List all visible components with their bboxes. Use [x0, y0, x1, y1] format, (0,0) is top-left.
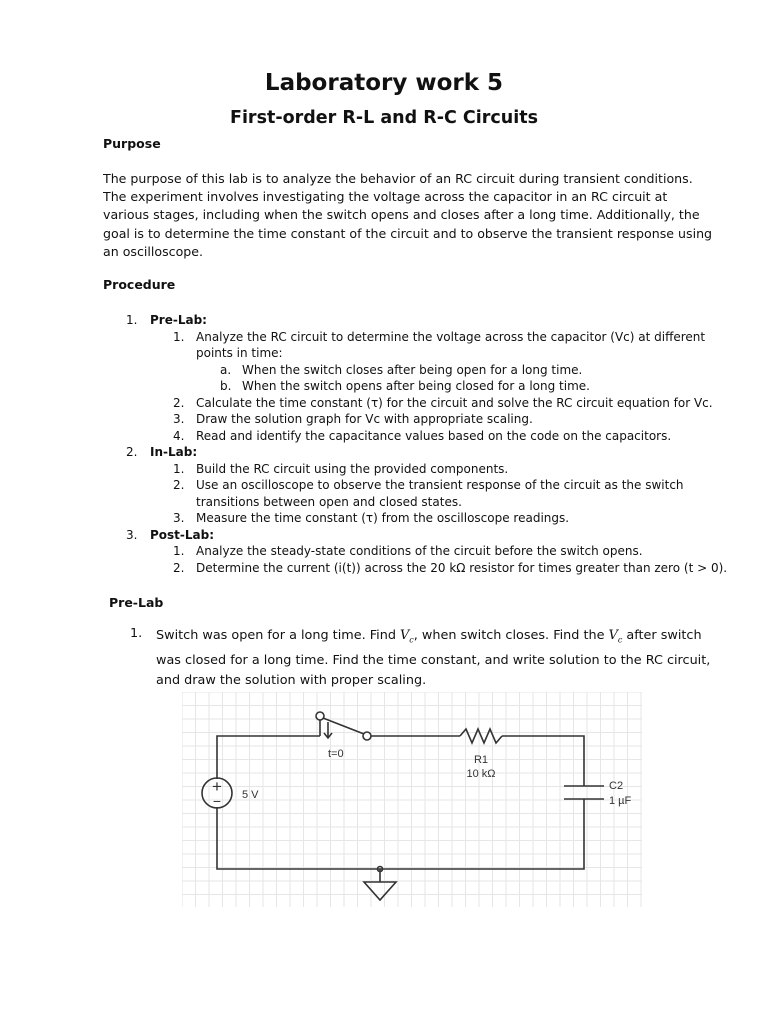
source-minus-sign: −: [212, 793, 222, 809]
switch-left-terminal: [316, 712, 324, 720]
item-number: 4.: [173, 428, 185, 443]
section-title: Pre-Lab:: [150, 313, 207, 327]
source-value-label: 5 V: [242, 789, 259, 801]
r1-name-label: R1: [473, 754, 489, 766]
item-text: Draw the solution graph for Vc with appropriate scaling.: [196, 412, 533, 426]
item-text: Calculate the time constant (τ) for the circuit and solve the RC circuit equation for Vc.: [196, 395, 713, 410]
vc-subscript-2: c: [617, 635, 623, 645]
item-number: 1.: [173, 461, 185, 476]
vc-letter-2: V: [608, 628, 618, 643]
vc-symbol-2: [609, 628, 623, 643]
item-text: Determine the current (i(t)) across the 20 kΩ resistor for times greater than zero (t > 0).: [196, 560, 728, 575]
wire-r1-to-right: [502, 736, 584, 786]
c2-value-label: 1 µF: [609, 795, 632, 807]
circuit-components: [202, 712, 604, 900]
ground-symbol-icon: [364, 882, 396, 900]
vc-subscript: c: [409, 635, 414, 645]
switch-time-label: t=0: [328, 748, 344, 760]
wire-right-bottom: [217, 799, 584, 869]
item-text: Read and identify the capacitance values based on the code on the capacitors.: [196, 428, 672, 443]
vc-symbol: [400, 628, 414, 643]
page-subtitle: First-order R-L and R-C Circuits: [229, 108, 539, 128]
section-title: Post-Lab:: [150, 527, 215, 542]
vc-letter: V: [400, 628, 410, 643]
question-text: [156, 626, 711, 691]
c2-name-label: C2: [609, 780, 624, 792]
source-plus-sign: +: [212, 777, 222, 796]
item-text: Build the RC circuit using the provided components.: [196, 461, 509, 476]
r1-value-label: 10 kΩ: [466, 768, 496, 780]
item-number: 3.: [173, 412, 185, 426]
r1-resistor: [460, 729, 502, 743]
question-part-2: , when switch closes. Find the: [413, 628, 609, 643]
item-number: 1.: [173, 329, 185, 344]
item-number: 2.: [173, 560, 185, 575]
purpose-paragraph: The purpose of this lab is to analyze the behavior of an RC circuit during transient conditions. The experiment involves investigating the voltage across the capacitor in an RC circuit at various stages, including when the switch opens and closes after a long time. Additionally, the goal is to determine the time constant of the circuit and to observe the transient response using an oscilloscope.: [103, 171, 713, 259]
item-text: Measure the time constant (τ) from the oscilloscope readings.: [196, 511, 570, 525]
purpose-heading: Purpose: [103, 136, 161, 151]
section-number: 3.: [126, 527, 138, 542]
question-number: 1.: [130, 626, 143, 641]
item-number: 3.: [173, 511, 185, 525]
switch-right-terminal: [363, 732, 371, 740]
section-title: In-Lab:: [150, 445, 198, 459]
section-number: 1.: [126, 313, 138, 327]
item-text: Analyze the RC circuit to determine the voltage across the capacitor (Vc) at different: [196, 329, 706, 344]
item-text: Analyze the steady-state conditions of the circuit before the switch opens.: [196, 544, 643, 558]
subitem-text: When the switch opens after being closed for a long time.: [242, 379, 590, 393]
rc-circuit-diagram: [182, 692, 642, 907]
item-number: 2.: [173, 395, 185, 410]
item-text: Use an oscilloscope to observe the transient response of the circuit as the switch: [196, 478, 684, 492]
item-number: 2.: [173, 478, 185, 492]
page-title: Laboratory work 5: [264, 70, 504, 96]
c2-capacitor: [564, 786, 604, 799]
circuit-wires: [217, 729, 584, 882]
item-text: points in time:: [196, 346, 283, 360]
subitem-text: When the switch closes after being open for a long time.: [242, 362, 583, 377]
subitem-letter: b.: [220, 379, 232, 393]
item-text: transitions between open and closed states.: [196, 494, 462, 509]
prelab-heading: Pre-Lab: [109, 595, 164, 610]
question-part-3: after switch was closed for a long time. Find the time constant, and write solution to the RC circuit, and draw the solution with proper scaling.: [156, 628, 711, 688]
item-number: 1.: [173, 544, 185, 558]
subitem-letter: a.: [220, 362, 232, 377]
procedure-heading: Procedure: [103, 277, 176, 292]
question-part-1: Switch was open for a long time. Find: [156, 628, 401, 643]
section-number: 2.: [126, 445, 138, 459]
